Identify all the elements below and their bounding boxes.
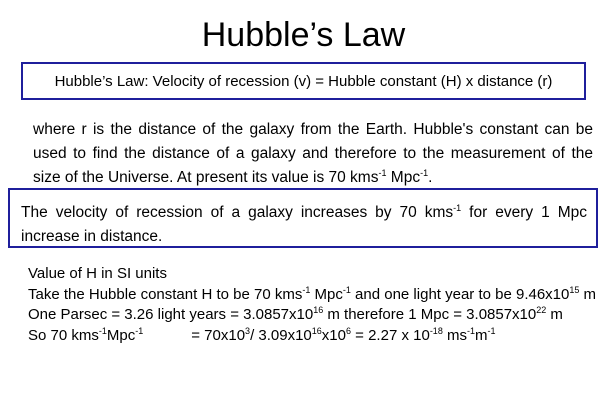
exponent: -1 — [378, 167, 387, 178]
exponent: -1 — [135, 325, 144, 336]
text-segment: ms — [442, 326, 467, 344]
exponent: -1 — [98, 325, 107, 336]
si-units-section — [28, 264, 598, 346]
exponent: -1 — [467, 325, 476, 336]
text-segment: m — [546, 306, 563, 323]
definition-box — [21, 62, 586, 100]
si-line-conversion — [28, 326, 598, 347]
exponent: 15 — [569, 284, 580, 295]
si-line-hubble-constant — [28, 285, 598, 306]
explanation-paragraph — [33, 118, 593, 190]
exponent: -1 — [487, 325, 496, 336]
text-segment: So 70 kms — [28, 326, 99, 344]
statement-main: The velocity of recession of a galaxy increases by 70 kms — [21, 204, 454, 221]
exponent: 22 — [536, 305, 547, 315]
text-segment: x10 — [321, 326, 346, 344]
si-heading: Value of H in SI units — [28, 265, 167, 282]
text-segment: = 70x10 — [191, 326, 246, 344]
exponent: -18 — [429, 325, 443, 336]
paragraph-text: where r is the distance of the galaxy from the Earth. Hubble's constant can be used to find the distance of a galaxy and therefore to the measurement of the size of the Universe. At present its value is 70 kms — [33, 121, 593, 186]
text-segment: Take the Hubble constant H to be 70 kms — [28, 285, 303, 303]
paragraph-unit: Mpc — [386, 169, 421, 186]
exponent: 3 — [245, 325, 251, 336]
exponent: -1 — [302, 284, 311, 295]
si-line-parsec — [28, 305, 598, 326]
exponent: -1 — [342, 284, 351, 295]
text-segment: and one light year to be 9.46x10 — [350, 285, 570, 303]
statement-box — [8, 188, 598, 248]
statement-text — [21, 201, 587, 249]
text-segment: m — [579, 285, 597, 303]
definition-text: Hubble’s Law: Velocity of recession (v) = Hubble constant (H) x distance (r) — [54, 73, 553, 90]
exponent: -1 — [453, 202, 462, 213]
page-title: Hubble’s Law — [201, 16, 406, 54]
text-segment: / 3.09x10 — [250, 326, 312, 344]
statement-end: for every 1 Mpc increase in distance. — [21, 204, 587, 245]
text-segment: One Parsec = 3.26 light years = 3.0857x10 — [28, 306, 314, 323]
paragraph-end: . — [428, 169, 433, 186]
text-segment: Mpc — [106, 326, 136, 344]
exponent: -1 — [420, 167, 429, 178]
exponent: 6 — [345, 325, 351, 336]
exponent: 16 — [313, 305, 324, 315]
text-segment: m therefore 1 Mpc = 3.0857x10 — [323, 306, 537, 323]
text-segment: Mpc — [310, 285, 343, 303]
text-segment: = 2.27 x 10 — [351, 326, 430, 344]
exponent: 16 — [311, 325, 322, 336]
text-segment: m — [475, 326, 488, 344]
